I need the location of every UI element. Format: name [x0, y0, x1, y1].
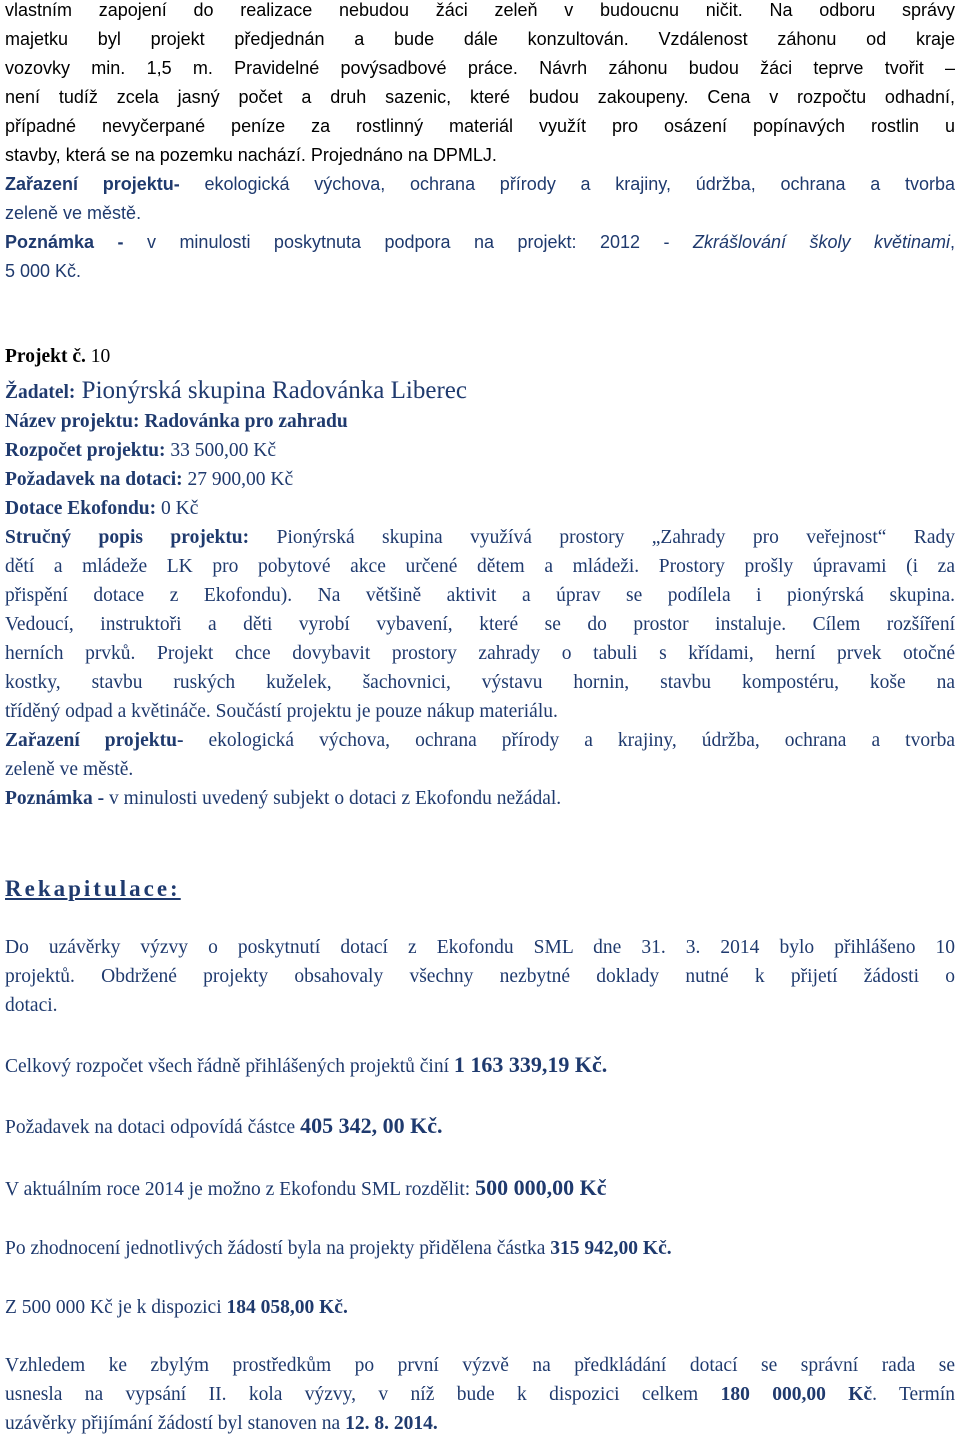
popis-line: kostky, stavbu ruských kuželek, šachovnici, výstavu hornin, stavbu kompostéru, koše na — [5, 672, 955, 693]
text-line: vlastním zapojení do realizace nebudou žáci zeleň v budoucnu ničit. Na odboru správy — [5, 0, 955, 20]
requested-line — [5, 1111, 955, 1142]
project-title — [5, 342, 955, 371]
zarazeni-label: Zařazení projektu- — [5, 730, 184, 751]
total-budget-text: Celkový rozpočet všech řádně přihlášených projektů činí — [5, 1056, 454, 1077]
summary-line — [5, 1380, 955, 1409]
zadatel-value: Pionýrská skupina Radovánka Liberec — [75, 377, 467, 404]
pozadavek-label: Požadavek na dotaci: — [5, 469, 183, 490]
remaining-amount: 184 058,00 Kč. — [226, 1297, 348, 1318]
zarazeni-line — [5, 726, 955, 755]
zarazeni-label: Zařazení projektu- — [5, 174, 180, 194]
remaining-text: Z 500 000 Kč je k dispozici — [5, 1297, 227, 1318]
nazev-label: Název projektu: — [5, 411, 140, 432]
popis-line: dětí a mládeže LK pro pobytové akce určené dětem a mládeži. Prostory prošly úpravami (i za — [5, 556, 955, 577]
popis-line — [5, 523, 955, 552]
dotace-line — [5, 494, 955, 523]
zarazeni-line: zeleně ve městě. — [5, 203, 142, 223]
summary-line: Vzhledem ke zbylým prostředkům po první výzvě na předkládání dotací se správní rada se — [5, 1355, 955, 1376]
popis-line: přispění dotace z Ekofondu). Na většině aktivit a úprav se podílela i pionýrská skupina. — [5, 585, 955, 606]
zarazeni-line — [5, 170, 955, 199]
text-fragment: není tudíž zcela jasný počet a druh sazenic, které budou zakoupeny. — [5, 87, 689, 107]
popis-line: Vedoucí, instruktoři a děti vyrobí vybavení, které se do prostor instaluje. Cílem rozšíření — [5, 614, 955, 635]
deadline-date: 12. 8. 2014. — [345, 1413, 438, 1434]
text-fragment: . Termín — [872, 1384, 955, 1405]
zadatel-line — [5, 374, 955, 410]
nazev-line — [5, 407, 955, 436]
popis-label: Stručný popis projektu: — [5, 527, 250, 548]
allocated-line — [5, 1234, 955, 1263]
allocated-text: Po zhodnocení jednotlivých žádostí byla na projekty přidělena částka — [5, 1238, 551, 1259]
text-line: vozovky min. 1,5 m. Pravidelné povýsadbové práce. Návrh záhonu budou žáci teprve tvořit – — [5, 58, 955, 78]
text-fragment: usnesla na vypsání II. kola výzvy, v níž bude k dispozici celkem — [5, 1384, 721, 1405]
popis-text: Pionýrská skupina využívá prostory „Zahrady pro veřejnost“ Rady — [249, 527, 955, 548]
poznamka-label: Poznámka - — [5, 788, 105, 809]
popis-line: herních prvků. Projekt chce dovybavit prostory zahrady o tabuli s křídami, herní prvek otočné — [5, 643, 955, 664]
available-amount: 500 000,00 Kč — [475, 1175, 607, 1200]
summary-line: dotaci. — [5, 995, 58, 1016]
text-line: stavby, která se na pozemku nachází. Projednáno na DPMLJ. — [5, 145, 497, 165]
rozpocet-value: 33 500,00 Kč — [165, 440, 276, 461]
dotace-value: 0 Kč — [156, 498, 199, 519]
pozadavek-value: 27 900,00 Kč — [182, 469, 294, 490]
available-line — [5, 1173, 955, 1204]
zarazeni-line: zeleně ve městě. — [5, 759, 134, 780]
text-line — [5, 83, 955, 112]
zarazeni-text: ekologická výchova, ochrana přírody a krajiny, údržba, ochrana a tvorba — [179, 174, 956, 194]
popis-line: tříděný odpad a květináče. Součástí projektu je pouze nákup materiálu. — [5, 701, 558, 722]
text-line: majetku byl projekt předjednán a bude dále konzultován. Vzdálenost záhonu od kraje — [5, 29, 955, 49]
requested-amount: 405 342, 00 Kč. — [300, 1113, 443, 1138]
poznamka-text: v minulosti poskytnuta podpora na projekt: 2012 - — [123, 232, 693, 252]
text-fragment: Cena v rozpočtu odhadní, — [707, 87, 956, 107]
poznamka-amount: 5 000 Kč. — [5, 261, 82, 281]
text-fragment: uzávěrky přijímání žádostí byl stanoven na — [5, 1413, 346, 1434]
summary-line: Do uzávěrky výzvy o poskytnutí dotací z Ekofondu SML dne 31. 3. 2014 bylo přihlášeno 10 — [5, 937, 955, 958]
poznamka-text: v minulosti uvedený subjekt o dotaci z Ekofondu nežádal. — [104, 788, 562, 809]
rozpocet-line — [5, 436, 955, 465]
summary-line: projektů. Obdržené projekty obsahovaly všechny nezbytné doklady nutné k přijetí žádosti o — [5, 966, 955, 987]
nazev-value: Radovánka pro zahradu — [139, 411, 348, 432]
text-fragment: , — [949, 232, 955, 252]
rozpocet-label: Rozpočet projektu: — [5, 440, 166, 461]
requested-text: Požadavek na dotaci odpovídá částce — [5, 1117, 301, 1138]
summary-line — [5, 1409, 955, 1438]
total-budget-amount: 1 163 339,19 Kč. — [453, 1052, 608, 1077]
rekapitulace-heading: Rekapitulace: — [5, 876, 181, 901]
project-title-label: Projekt č. — [5, 346, 86, 367]
poznamka-label: Poznámka - — [5, 232, 124, 252]
pozadavek-line — [5, 465, 955, 494]
zarazeni-text: ekologická výchova, ochrana přírody a krajiny, údržba, ochrana a tvorba — [183, 730, 955, 751]
project-name: Zkrášlování školy květinami — [692, 232, 950, 252]
allocated-amount: 315 942,00 Kč. — [550, 1238, 672, 1259]
poznamka-line — [5, 228, 955, 257]
project-number: 10 — [85, 346, 111, 367]
second-round-amount: 180 000,00 Kč — [720, 1384, 873, 1405]
text-line: případné nevyčerpané peníze za rostlinný materiál využít pro osázení popínavých rostlin u — [5, 116, 955, 136]
remaining-line — [5, 1293, 955, 1322]
poznamka-line — [5, 784, 955, 813]
total-budget-line — [5, 1050, 955, 1081]
available-text: V aktuálním roce 2014 je možno z Ekofondu SML rozdělit: — [5, 1179, 476, 1200]
zadatel-label: Žadatel: — [5, 382, 76, 403]
dotace-label: Dotace Ekofondu: — [5, 498, 157, 519]
